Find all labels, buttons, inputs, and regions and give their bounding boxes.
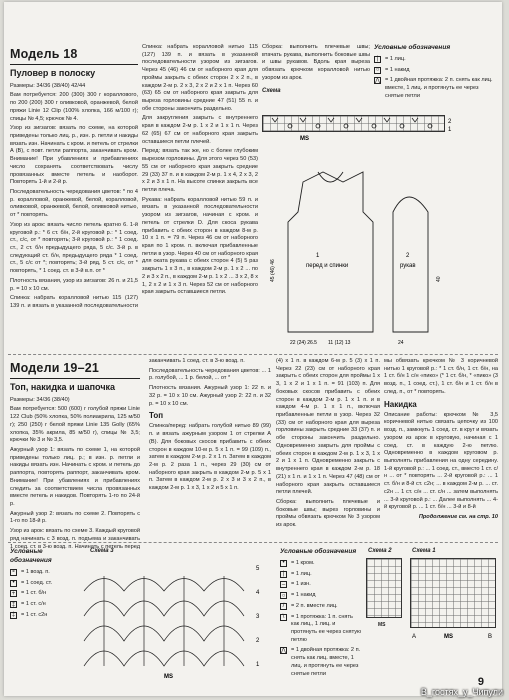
schema1-label: Схема 1 xyxy=(412,548,436,554)
model18-density: Плотность вязания, узор из зигзагов: 26 п. и 21,5 р. = 10 х 10 см. xyxy=(10,277,138,292)
legend-mid-item: ○ = 1 накид xyxy=(281,592,316,599)
model18-subtitle: Пуловер в полоску xyxy=(10,68,96,79)
treble-crochet-icon: ‡ xyxy=(11,612,16,619)
arrow-label-a: A xyxy=(412,634,417,640)
yarn-over-symbol-icon: ○ xyxy=(375,67,380,74)
schema2-chart xyxy=(366,558,402,618)
row-label: 3 xyxy=(256,614,260,620)
ms-label: MS xyxy=(164,674,173,680)
legend-mid xyxy=(280,548,362,681)
legend-mid-item: – = 1 изн. xyxy=(281,581,311,588)
model19-arcs2: заканчивать 1 соед. ст. в 3-ю возд. п. xyxy=(149,358,245,364)
legend-bottom-item: + = 1 ст. б/н xyxy=(11,590,47,597)
ms-label: MS xyxy=(300,136,309,142)
legend-mid-title: Условные обозначения xyxy=(280,548,357,555)
model18-materials: Вам потребуется: 200 (300) 300 г кораллового, по 200 (200) 300 г оливковой, оранжевой, белой пряжи Linie 12 Clip (100% хлопка, 166 м/100 г); спицы № 4,5; крючок № 4. xyxy=(10,92,138,122)
section-divider xyxy=(8,354,498,355)
model19-sizes: Размеры: 34/36 (38/40) xyxy=(10,396,70,403)
ssk-icon: \ xyxy=(280,614,287,621)
k2tog-icon: / xyxy=(280,603,287,610)
chain-stitch-icon: ∘ xyxy=(11,569,16,576)
page-number: 9 xyxy=(477,676,484,688)
garment-schematic xyxy=(268,142,498,352)
continued-note: Продолжение см. на стр. 10 xyxy=(418,513,498,520)
legend-mid-item: | = 1 лиц. xyxy=(280,571,362,579)
model18-assembly: Сборка: выполнить плечевые швы; втачать рукава, выполнить боковые швы и швы рукавов. Вдоль края выреза обвязать крючком коралловой нитью узором из арок. xyxy=(262,44,370,81)
arrow-label-b: B xyxy=(488,634,493,640)
legend-top-item: | = 1 лиц. xyxy=(374,56,498,64)
model18-back: Спинка: набрать коралловой нитью 115 (127) 139 п. и вязать в указанной последовательности xyxy=(10,295,138,310)
model18-plain: Узор из арок: вязать число петель кратно 6. 1-й круговой р.: * 6 ст. б/н, 2-й круговой р.: * 1 соед. ст., с/с, от * повторять; 3-й круговой р.: * 1 соед. ст., 2 ст. б/н предыдущего ряда, 5 с/с. 3-й р. в следующий ст. б/н, предыдущего ряда * 1 соед. ст., 5 с/с от *; повторять; 3-й ряд, 5 ст. с/с, от * повторять, * 1 соед. ст. в 3-й в.п. от * xyxy=(10,221,138,275)
double-crochet-icon: ‡ xyxy=(11,601,16,608)
model18-column-3 xyxy=(262,44,370,95)
legend-mid-item: / = 2 п. вместе лиц. xyxy=(280,603,362,611)
schema3-label: Схема 3 xyxy=(90,548,114,554)
model19-column-4 xyxy=(384,358,498,524)
cape-heading: Накидка xyxy=(384,399,417,409)
legend-mid-item: • = 1 кром. xyxy=(280,560,362,568)
model18-front: Перед: вязать так же, но с более глубоким вырезом горловины. Для этого через 50 (53) 55 см от наборного края закрыть средние 29 (33) 37 п. и в каждом 2-м р. 1 х 4, 2 х 3, 2 х 2 и 3 х 1 п. На высоте спинки закрыть все петли плеча. xyxy=(142,148,258,193)
front-number: 1 xyxy=(316,253,320,259)
model19-cape-body: Описание работы: крючком № 3,5 коричневой нитью связать цепочку из 100 возд. п., замкнуть 1 соед. ст. в круг и вязать узором из арок в круговую, начиная с 1 соед. ст. в каждую 2-ю петлю. Одновременно в каждом круговом р. выполнять прибавления на одну середину. 1-й круговой р.: ... 1 соед. ст., вместо 1 ст. с/н ... от * повторять ... 2-й круговой р.: ... 1 ст. б/н и 8-й ст. с2н; ... в каждом 2-м р. ... ст. с2н ... 1 ст. с/н ... ст. с/н ... затем выполнять ... 3-й круговой р.: ... Далее выполнять ... 4-й круговой р. ... 1 ст. б/н ... 3-й и 8-й xyxy=(384,411,498,511)
front-label: перед и спинки xyxy=(306,263,349,269)
model19-column-1 xyxy=(10,360,140,554)
sleeve-label: рукав xyxy=(400,263,416,269)
purl-icon: – xyxy=(281,581,286,588)
double-decrease-symbol-icon: ⋀ xyxy=(375,77,380,84)
model19-arcs: Узор из арок: вязать по схеме 3. Каждый круговой ряд начинать с 3 возд. п. подъема и заканчивать 1 соед. ст. в 3-ю возд. п. Начинать с петель перед xyxy=(10,528,140,550)
top-heading: Топ xyxy=(149,411,164,421)
model19-lace: Ажурный узор 2: вязать по схеме 2. Повторять с 1-го по 18-й р. xyxy=(10,510,140,525)
model19-openwork: Ажурный узор 1: вязать по схеме 1, на которой приведены только лиц. р.; в изн. р. петли и накиды вязать изн. Начинать с кром. и петель до раппорта, повторять раппорт, заканчивать кром. Внимание! При убавлениях и прибавлениях следить за соответствием числа провязанных вместе петель и накидов. Повторять 1-го по 24-й р. xyxy=(10,446,140,507)
sleeve-number: 2 xyxy=(406,253,410,259)
dim-bottom: 22 (24) 26.5 xyxy=(290,340,317,346)
schema3-chart xyxy=(74,556,274,680)
schema2-ms: MS xyxy=(378,622,386,628)
legend-top-item: ⋀ = 1 двойная протяжка: 2 п. снять как лиц. вместе, 1 лиц. и протянуть ее через снятые петли xyxy=(375,77,493,99)
legend-mid-item: ⋀ = 1 двойная протяжка: 2 п. снять как лиц. вместе, 1 лиц. и протянуть ее через снятые петли xyxy=(281,647,361,677)
model19-subtitle: Топ, накидка и шапочка xyxy=(10,382,116,393)
legend-bottom-item: ‡ = 1 ст. с/н xyxy=(11,601,46,608)
row-label: 2 xyxy=(256,638,260,644)
model19-materials: Вам потребуется: 500 (600) г голубой пряжи Linie 122 Club (50% хлопка, 50% полиакрила, 125 м/50 г); 250 (250) г белой пряжи Linie 135 Golly (65% хлопка, 35% акрила, 85 м/50 г), спицы № 3,5; крючки № 3 и № 3,5. xyxy=(10,406,140,444)
model18-back2: Для закругления закрыть с внутреннего края в каждом 2-м р. 1 х 2 и 1 х 1 п. Через 62 (65) 67 см от наборного края закрыть оставшиеся петли плечей. xyxy=(142,115,258,145)
yarn-over-icon: ○ xyxy=(281,592,286,599)
model19-cape-text: мы обвязать крючком № 3 коричневой нитью 1 круговой р.: * 1 ст. б/н, 1 ст. б/н, на 1 ст. б/н 1 с/н «пико» (* 1 ст. б/н, * «пико» (3 возд. п., 1 соед. ст.), 1 ст. б/н и 1 ст. б/н в след. п., от * повторять. xyxy=(384,358,498,395)
model18-column-2 xyxy=(142,44,258,299)
model18-sizes: Размеры: 34/36 (38/40) 42/44 xyxy=(10,82,86,89)
row-label: 5 xyxy=(256,566,260,572)
knit-icon: | xyxy=(280,571,287,578)
charts-divider xyxy=(8,542,498,543)
row-label: 1 xyxy=(256,662,260,668)
chart-row-number: 1 xyxy=(448,127,452,133)
legend-bottom-title: Условные обозначения xyxy=(10,548,52,564)
model18-stripes: Последовательность чередования цветов: * по 4 р. коралловой, оранжевой, белой, коралловой, оливковой, оранжевой, белой, оливковой нитью, от * повторять. xyxy=(10,189,138,219)
model18-title: Модель 18 xyxy=(10,46,138,65)
double-decrease-icon: ⋀ xyxy=(281,647,286,654)
legend-top-item: ○ = 1 накид xyxy=(375,66,410,74)
schema1-chart xyxy=(410,558,496,628)
legend-bottom-item: ‡ = 1 ст. с2н xyxy=(11,611,48,619)
dim-sleeve-height: 40 xyxy=(436,276,442,282)
ms-label: MS xyxy=(444,634,453,640)
model19-top-text: Спинка/перед: набрать голубой нитью 89 (99) п. и вязать ажурным узором 1 от стрелки А (В). Для боковых скосов прибавить с обеих сторон в каждом 10-м р. 5 х 1 п. = 99 (109) п., затем в каждом 2-м р. 2 х 1 п. Затем в каждом 2-м р. 2 раза 1 п., через 29 (30) см от наборного края закрыть в каждом 2-м р. 5 х 1 п. Затем в каждом 2-м р. 2 х 3 и 3 х 2 п., в каждом 2-м р. 1 х 3, 1 х 2 и 5 х 1 п. xyxy=(149,423,271,492)
model19-column-3 xyxy=(276,358,380,532)
watermark: В_гостях_у_Чипули xyxy=(420,687,503,697)
single-crochet-icon: + xyxy=(11,590,16,597)
model19-column-2 xyxy=(149,358,271,495)
model19-title: Модели 19–21 xyxy=(10,360,140,379)
model19-top-text2: (4) х 1 п. в каждом 6-м р. 5 (3) х 1 п. Через 22 (23) см от наборного края закрыть с обеих сторон для проймы 1 х 3, 1 х 2 и 1 х 1 п. = 91 (103) п. Для боковых скосов прибавить с обеих сторон в каждом 2-м р. 1 х 1 п. и в каждом 4-м р. 1 х 1 п., включая прибавленные петли в узор. Через 32 (33) см от наборного края для выреза горловины закрыть средние 33 (37) п. и обе стороны закончить раздельно. Одновременно закрыть для проймы с обеих сторон в каждом 2-м р. 1 х 3, 1 х 2 и 1 х 1 п. Одновременно закрыть с внутреннего края в каждом 2-м р. 18 (21) х 1 п. и 1 х 1 п. Через 47 (48) см от наборного края закрыть оставшиеся петли плечей. xyxy=(276,358,380,496)
dim-bottom2: 11 (12) 13 xyxy=(328,340,351,346)
legend-mid-item: \ = 1 протяжка: 1 п. снять как лиц., 1 лиц. и протянуть ее через снятую петлю xyxy=(280,614,362,645)
model19-sequence: Последовательность чередования цветов: ... 1 р. голубой, ... 1 р. белой, ... от * xyxy=(149,367,271,382)
model18-pattern: Узор из зигзагов: вязать по схеме, на которой приведены только лиц. р., изн. р. петли и накиды вязать изн. Начинать с кром. и петель от стрелки А (В), с повт. петли раппорта, заканчивать кром. Внимание! При убавлениях и прибавлениях число сохранять соответствовать числу провязанных вместе петель и наоборот. Повторять 1-й и 2-й р. xyxy=(10,125,138,186)
row-label: 4 xyxy=(256,590,260,596)
schema2-label: Схема 2 xyxy=(368,548,392,554)
legend-bottom-item: • = 1 соед. ст. xyxy=(10,580,70,588)
model19-density: Плотность вязания. Ажурный узор 1: 22 п. и 32 р. = 10 х 10 см. Ажурный узор 2: 22 п. и 32 р. = 10 х 10 см. xyxy=(149,385,271,407)
knit-symbol-icon: | xyxy=(374,56,381,63)
legend-bottom-item: ∘ = 1 возд. п. xyxy=(11,568,50,576)
dim-height: 45 (46) 46 xyxy=(270,259,276,282)
legend-top-title: Условные обозначения xyxy=(374,44,451,51)
magazine-page xyxy=(4,2,502,696)
selvedge-icon: • xyxy=(280,560,287,567)
model18-sleeves: Рукава: набрать коралловой нитью 59 п. и вязать в указанной последовательности узором из зигзагов, начиная с кром. и петель от стрелки D. Для скоса рукава прибавить с обеих сторон в каждом 8-м р. 10 х 1 п. = 79 п. Через 46 см от наборного края по 1 кром. п. включая прибавленные петли в узор. Через 40 см от наборного края для оката рукава с обеих сторон 4 (5) 5 раз закрыть 1 х 3 п., в каждом 2-м р. 1 х 2 ... по 2 и 3 х 2 п., в каждом 2-м р. 1 х 2 ... 3 х 2, 8 х 1, 2 х 2 и 1 х 3 п. Через 52 см от наборного края закрыть оставшиеся петли. xyxy=(142,196,258,296)
model18-back-cont: Спинка: набрать коралловой нитью 115 (127) 139 п. и вязать в указанной последовательности узором из зигзагов. Через 45 (46) 46 см от наборного края для проймы закрыть с обеих сторон 2 х 2 п., в каждом 2-м р. 2 х 3, 2 х 2 и 2 х 1 п. Через 60 (63) 65 см от наборного края закрыть для выреза горловины средние 47 (51) 55 п. и обе стороны закончить раздельно. xyxy=(142,44,258,112)
stitch-chart-top-overlay xyxy=(260,110,500,142)
legend-top xyxy=(374,44,498,104)
schema-top-label: Схема xyxy=(262,87,281,94)
slip-stitch-icon: • xyxy=(10,580,17,587)
model19-assembly: Сборка: выполнить плечевые и боковые швы; вырез горловины и проймы обвязать крючком № 3 узором из арок. xyxy=(276,498,380,529)
legend-bottom xyxy=(10,548,70,623)
chart-row-number: 2 xyxy=(448,119,452,125)
schema1-arrows xyxy=(408,628,498,644)
model18-column-1 xyxy=(10,46,138,311)
dim-sleeve-bottom: 24 xyxy=(398,340,404,346)
